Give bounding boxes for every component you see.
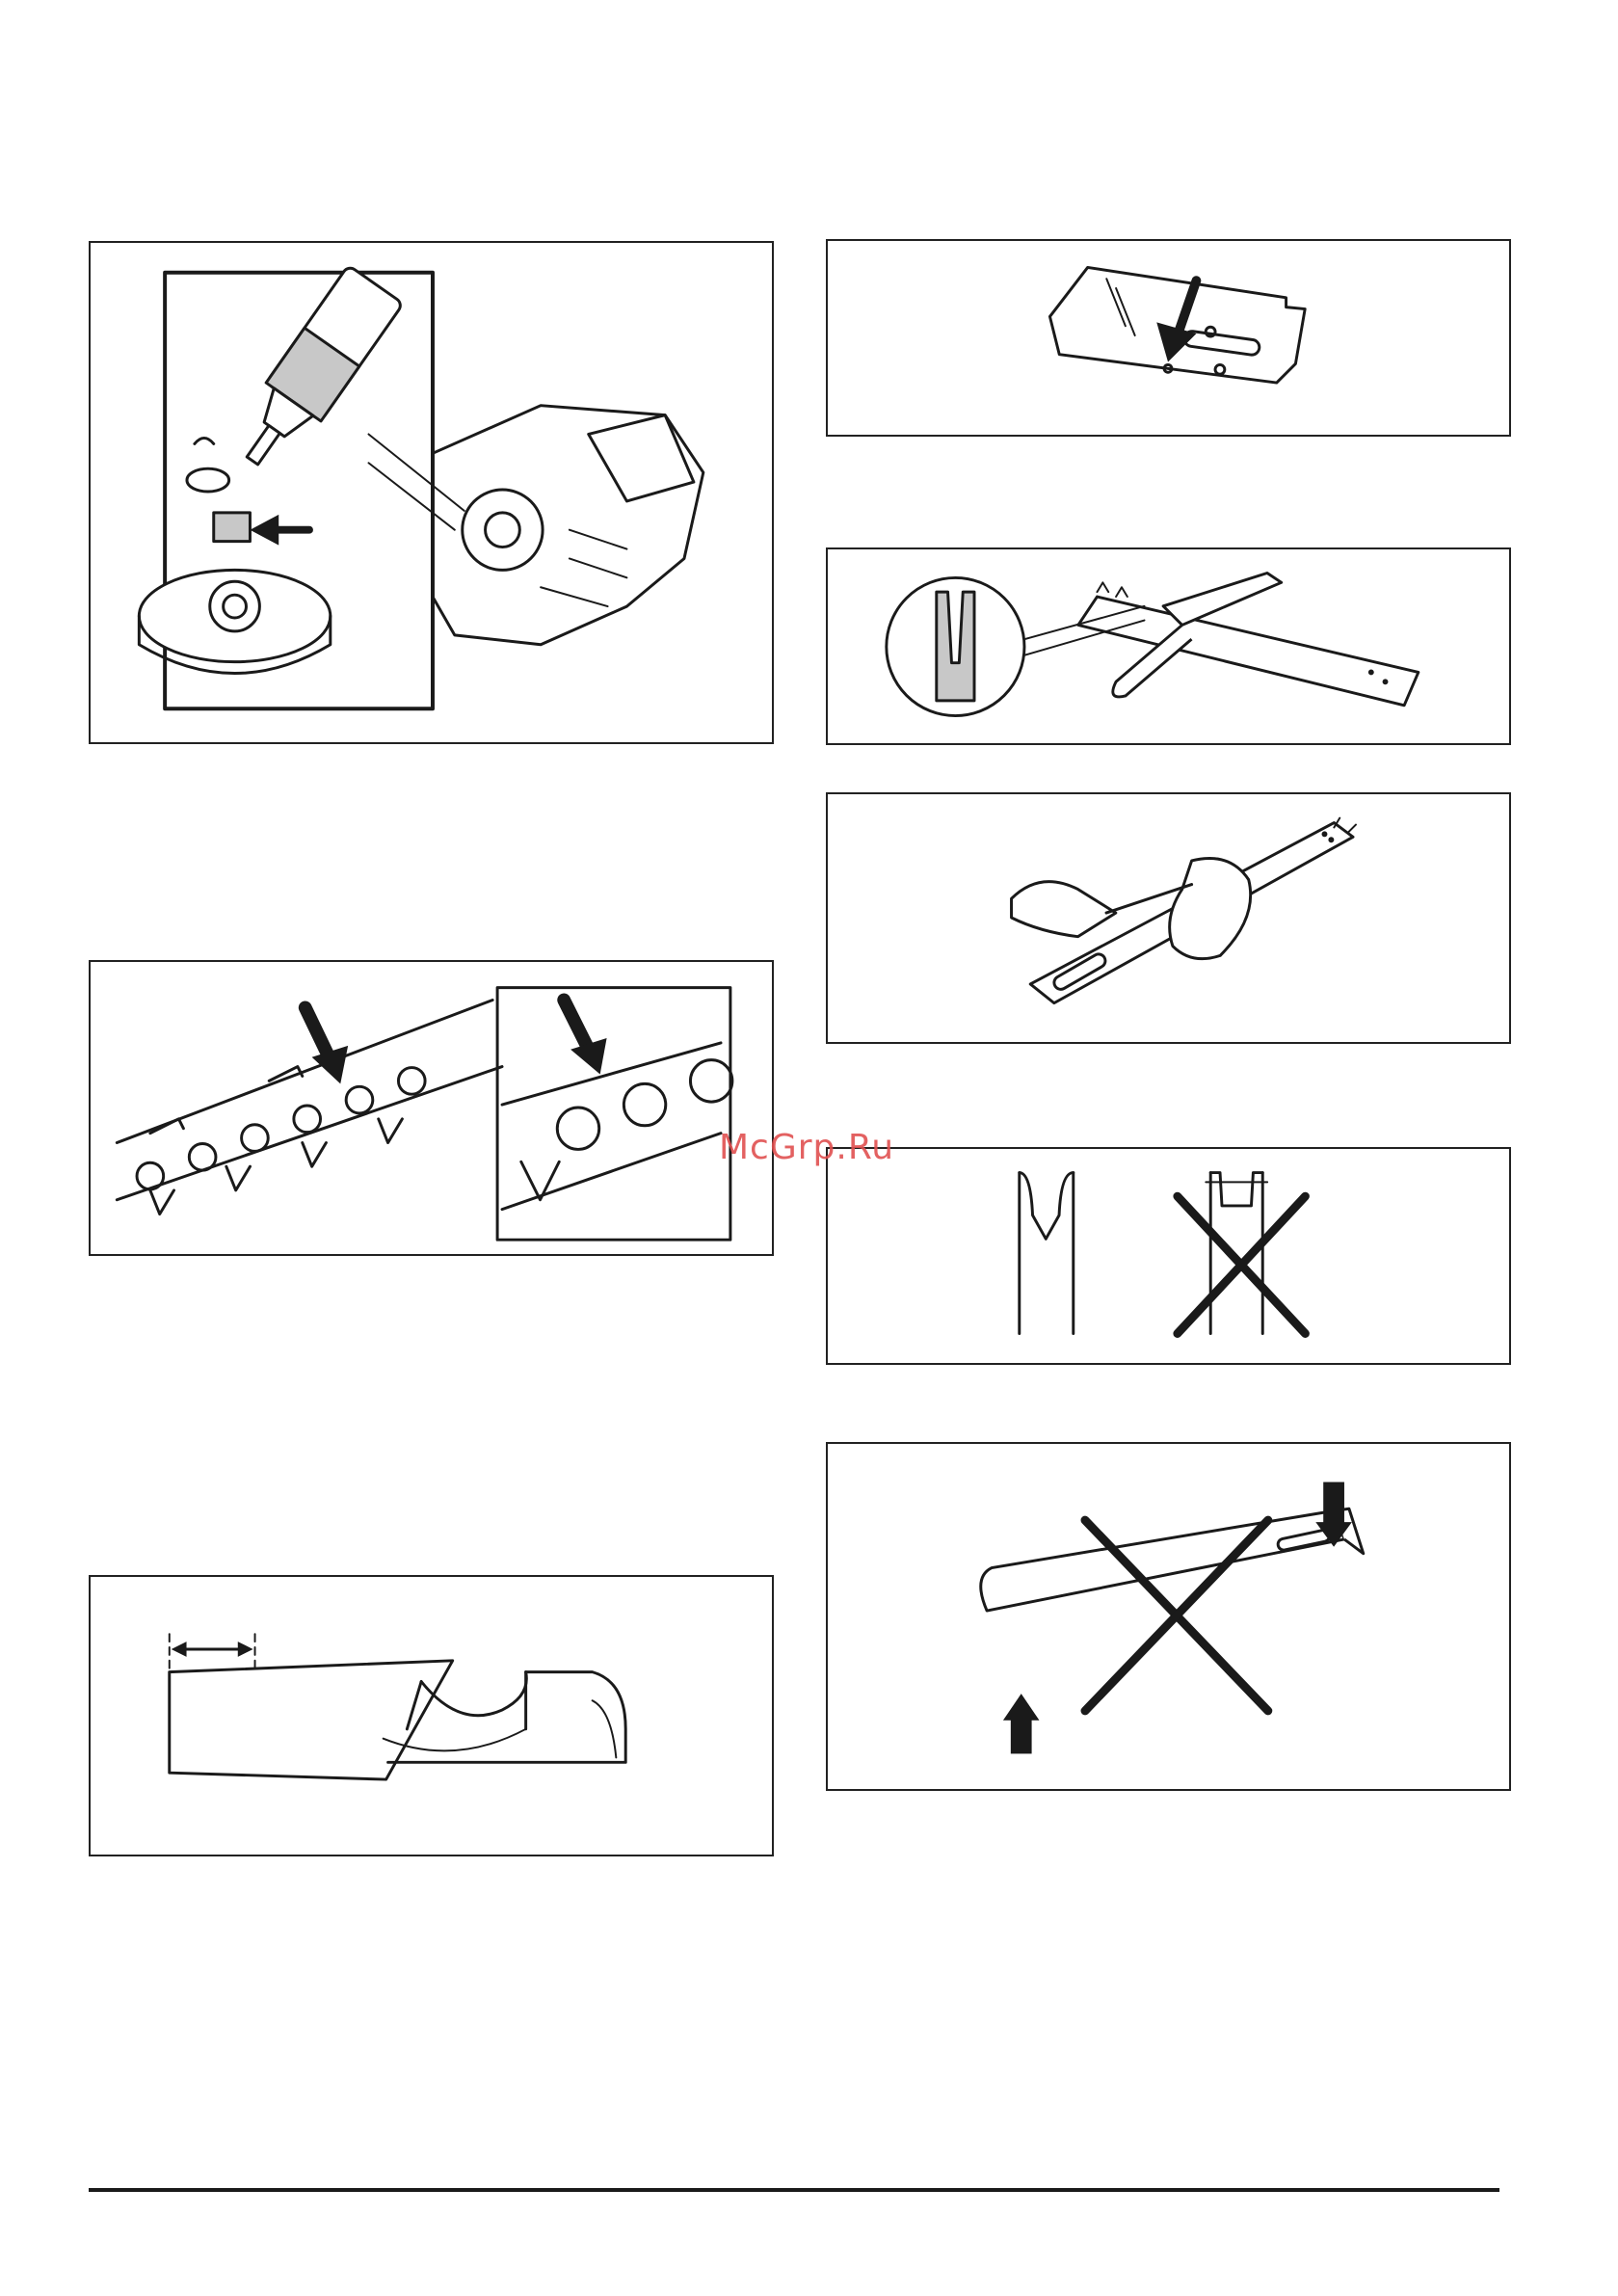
flat-file-bar-rail-illustration [828, 549, 1509, 743]
figure-needle-bearing-lubrication [89, 241, 774, 744]
watermark-text: McGrp.Ru [719, 1128, 895, 1167]
cutter-tooth-depth-gauge-illustration [91, 1577, 772, 1855]
chain-drive-link-illustration [91, 962, 772, 1254]
figure-bar-groove-worn [826, 1147, 1511, 1365]
figure-bar-file-hands [826, 792, 1511, 1044]
bent-bar-incorrect-illustration [828, 1444, 1509, 1789]
guide-bar-oil-hole-illustration [828, 241, 1509, 435]
oil-can-clutch-drum-illustration [91, 243, 772, 742]
filing-bar-rails-hands-illustration [828, 794, 1509, 1042]
footer-rule [89, 2188, 1499, 2192]
figure-chain-drive-link [89, 960, 774, 1256]
figure-bar-groove-file [826, 547, 1511, 745]
figure-bar-oil-hole [826, 239, 1511, 437]
figure-bar-bent [826, 1442, 1511, 1791]
bar-groove-correct-incorrect-illustration [828, 1149, 1509, 1363]
figure-cutter-depth [89, 1575, 774, 1856]
